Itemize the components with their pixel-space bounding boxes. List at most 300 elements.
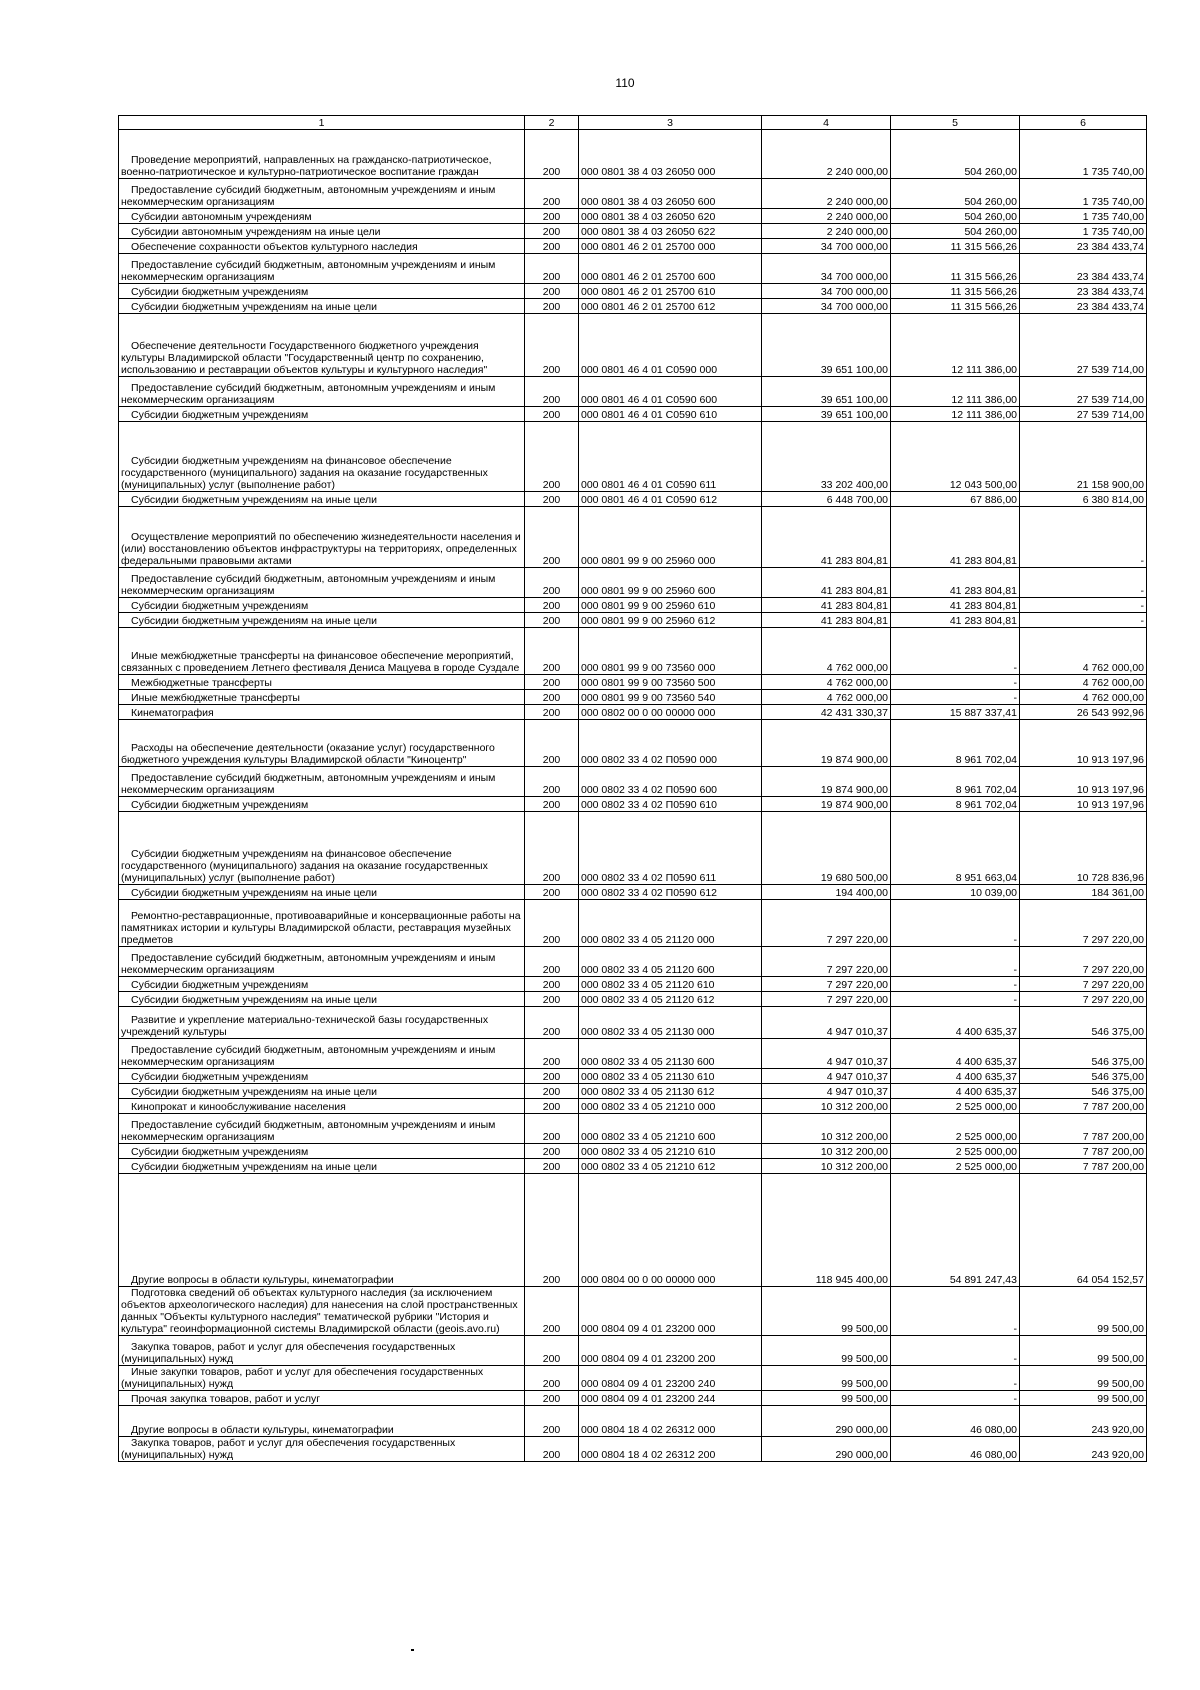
row-admin-code-cell: 200 [525, 1174, 579, 1287]
table-row [119, 1159, 1147, 1174]
row-executed-amount-cell: - [891, 675, 1020, 690]
row-name-cell [119, 947, 525, 977]
row-name-cell [119, 179, 525, 209]
row-executed-amount-cell: 11 315 566,26 [891, 299, 1020, 314]
row-name-text: Подготовка сведений об объектах культурного наследия (за исключением объектов археологического наследия) для нанесения на слой пространственных данных "Объекты культурного наследия" тематической рубрики "История и культура" геоинформационной системы Владимирской области (geois.avo.ru) [121, 1287, 518, 1335]
row-executed-amount-cell: 4 400 635,37 [891, 1007, 1020, 1039]
table-row [119, 690, 1147, 705]
row-approved-amount-cell: 41 283 804,81 [762, 598, 891, 613]
row-unexecuted-amount-cell: 10 913 197,96 [1020, 767, 1147, 797]
row-budget-code-cell: 000 0802 33 4 02 П0590 612 [579, 885, 762, 900]
row-admin-code-cell: 200 [525, 1406, 579, 1437]
row-budget-code-cell: 000 0804 18 4 02 26312 200 [579, 1437, 762, 1462]
table-row [119, 1287, 1147, 1336]
row-admin-code-cell: 200 [525, 690, 579, 705]
row-name-cell [119, 377, 525, 407]
row-name-text: Закупка товаров, работ и услуг для обеспечения государственных (муниципальных) нужд [121, 1437, 456, 1461]
row-budget-code-cell: 000 0801 38 4 03 26050 620 [579, 209, 762, 224]
row-approved-amount-cell: 39 651 100,00 [762, 407, 891, 422]
row-budget-code-cell: 000 0801 46 2 01 25700 610 [579, 284, 762, 299]
row-unexecuted-amount-cell: 23 384 433,74 [1020, 284, 1147, 299]
row-executed-amount-cell: 12 111 386,00 [891, 314, 1020, 377]
row-name-text: Осуществление мероприятий по обеспечению жизнедеятельности населения и (или) восстановлению объектов инфраструктуры на территориях, определенных федеральными правовыми актами [121, 531, 521, 567]
row-unexecuted-amount-cell: 546 375,00 [1020, 1007, 1147, 1039]
row-unexecuted-amount-cell: 99 500,00 [1020, 1336, 1147, 1366]
row-approved-amount-cell: 10 312 200,00 [762, 1099, 891, 1114]
row-unexecuted-amount-cell: 7 787 200,00 [1020, 1114, 1147, 1144]
row-budget-code-cell: 000 0801 99 9 00 25960 000 [579, 507, 762, 568]
row-unexecuted-amount-cell: 1 735 740,00 [1020, 130, 1147, 179]
row-admin-code-cell: 200 [525, 1287, 579, 1336]
row-budget-code-cell: 000 0801 46 2 01 25700 612 [579, 299, 762, 314]
row-name-text: Предоставление субсидий бюджетным, автономным учреждениям и иным некоммерческим организациям [121, 1119, 496, 1143]
row-executed-amount-cell: 2 525 000,00 [891, 1114, 1020, 1144]
row-unexecuted-amount-cell: 546 375,00 [1020, 1039, 1147, 1069]
row-budget-code-cell: 000 0802 33 4 05 21120 600 [579, 947, 762, 977]
table-row [119, 209, 1147, 224]
row-approved-amount-cell: 99 500,00 [762, 1391, 891, 1406]
row-admin-code-cell: 200 [525, 598, 579, 613]
row-admin-code-cell: 200 [525, 1099, 579, 1114]
header-row [119, 116, 1147, 130]
row-approved-amount-cell: 2 240 000,00 [762, 130, 891, 179]
row-approved-amount-cell: 2 240 000,00 [762, 179, 891, 209]
row-name-text: Предоставление субсидий бюджетным, автономным учреждениям и иным некоммерческим организациям [121, 259, 496, 283]
row-budget-code-cell: 000 0801 38 4 03 26050 622 [579, 224, 762, 239]
row-admin-code-cell: 200 [525, 1084, 579, 1099]
row-name-text: Субсидии бюджетным учреждениям [131, 1071, 309, 1083]
table-row [119, 1437, 1147, 1462]
row-approved-amount-cell: 33 202 400,00 [762, 422, 891, 492]
table-body [119, 130, 1147, 1462]
row-budget-code-cell: 000 0801 46 2 01 25700 600 [579, 254, 762, 284]
row-budget-code-cell: 000 0802 33 4 05 21130 000 [579, 1007, 762, 1039]
table-row [119, 1366, 1147, 1391]
row-admin-code-cell: 200 [525, 675, 579, 690]
row-executed-amount-cell: 2 525 000,00 [891, 1099, 1020, 1114]
row-name-cell [119, 598, 525, 613]
row-executed-amount-cell: 12 043 500,00 [891, 422, 1020, 492]
row-unexecuted-amount-cell: 99 500,00 [1020, 1366, 1147, 1391]
row-executed-amount-cell: 4 400 635,37 [891, 1069, 1020, 1084]
row-name-text: Другие вопросы в области культуры, кинематографии [131, 1424, 394, 1436]
row-name-text: Межбюджетные трансферты [131, 677, 272, 689]
row-budget-code-cell: 000 0802 33 4 02 П0590 611 [579, 812, 762, 885]
row-unexecuted-amount-cell: 23 384 433,74 [1020, 299, 1147, 314]
row-name-cell [119, 507, 525, 568]
row-admin-code-cell: 200 [525, 1007, 579, 1039]
table-row [119, 254, 1147, 284]
row-admin-code-cell: 200 [525, 628, 579, 675]
row-unexecuted-amount-cell: 27 539 714,00 [1020, 377, 1147, 407]
row-name-text: Субсидии бюджетным учреждениям [131, 600, 309, 612]
row-name-cell [119, 690, 525, 705]
row-name-cell [119, 1406, 525, 1437]
row-approved-amount-cell: 4 762 000,00 [762, 628, 891, 675]
row-admin-code-cell: 200 [525, 299, 579, 314]
row-approved-amount-cell: 7 297 220,00 [762, 977, 891, 992]
row-name-text: Прочая закупка товаров, работ и услуг [131, 1393, 321, 1405]
table-row [119, 284, 1147, 299]
row-unexecuted-amount-cell: - [1020, 598, 1147, 613]
row-admin-code-cell: 200 [525, 705, 579, 720]
table-row [119, 299, 1147, 314]
row-budget-code-cell: 000 0802 33 4 05 21120 612 [579, 992, 762, 1007]
column-header-3: 3 [579, 116, 762, 130]
row-admin-code-cell: 200 [525, 568, 579, 598]
row-budget-code-cell: 000 0804 18 4 02 26312 000 [579, 1406, 762, 1437]
row-executed-amount-cell: 54 891 247,43 [891, 1174, 1020, 1287]
row-admin-code-cell: 200 [525, 1366, 579, 1391]
row-approved-amount-cell: 10 312 200,00 [762, 1114, 891, 1144]
row-name-text: Субсидии бюджетным учреждениям [131, 799, 309, 811]
row-admin-code-cell: 200 [525, 422, 579, 492]
row-name-cell [119, 613, 525, 628]
table-row [119, 507, 1147, 568]
row-budget-code-cell: 000 0802 33 4 05 21130 612 [579, 1084, 762, 1099]
row-budget-code-cell: 000 0802 33 4 05 21120 610 [579, 977, 762, 992]
row-name-cell [119, 224, 525, 239]
row-approved-amount-cell: 41 283 804,81 [762, 613, 891, 628]
row-unexecuted-amount-cell: 27 539 714,00 [1020, 407, 1147, 422]
row-unexecuted-amount-cell: 23 384 433,74 [1020, 239, 1147, 254]
row-executed-amount-cell: - [891, 1336, 1020, 1366]
row-budget-code-cell: 000 0802 33 4 05 21130 610 [579, 1069, 762, 1084]
row-unexecuted-amount-cell: 7 787 200,00 [1020, 1099, 1147, 1114]
table-row [119, 705, 1147, 720]
table-row [119, 422, 1147, 492]
row-name-cell [119, 1114, 525, 1144]
table-row [119, 613, 1147, 628]
row-approved-amount-cell: 19 874 900,00 [762, 797, 891, 812]
row-name-cell [119, 1437, 525, 1462]
table-row [119, 239, 1147, 254]
row-admin-code-cell: 200 [525, 1039, 579, 1069]
row-name-text: Предоставление субсидий бюджетным, автономным учреждениям и иным некоммерческим организациям [121, 1044, 496, 1068]
row-executed-amount-cell: 41 283 804,81 [891, 598, 1020, 613]
row-name-cell [119, 705, 525, 720]
table-row [119, 797, 1147, 812]
row-budget-code-cell: 000 0804 09 4 01 23200 000 [579, 1287, 762, 1336]
row-admin-code-cell: 200 [525, 885, 579, 900]
row-approved-amount-cell: 34 700 000,00 [762, 299, 891, 314]
table-row [119, 1406, 1147, 1437]
row-approved-amount-cell: 4 947 010,37 [762, 1069, 891, 1084]
row-executed-amount-cell: 41 283 804,81 [891, 613, 1020, 628]
row-admin-code-cell: 200 [525, 767, 579, 797]
row-admin-code-cell: 200 [525, 179, 579, 209]
row-unexecuted-amount-cell: 1 735 740,00 [1020, 209, 1147, 224]
table-row [119, 675, 1147, 690]
row-admin-code-cell: 200 [525, 492, 579, 507]
row-name-cell [119, 422, 525, 492]
row-name-cell [119, 239, 525, 254]
row-name-text: Развитие и укрепление материально-технической базы государственных учреждений культуры [121, 1014, 489, 1038]
row-budget-code-cell: 000 0802 33 4 02 П0590 000 [579, 720, 762, 767]
row-admin-code-cell: 200 [525, 812, 579, 885]
row-approved-amount-cell: 39 651 100,00 [762, 377, 891, 407]
table-row [119, 720, 1147, 767]
row-admin-code-cell: 200 [525, 1437, 579, 1462]
row-approved-amount-cell: 290 000,00 [762, 1406, 891, 1437]
row-unexecuted-amount-cell: 1 735 740,00 [1020, 179, 1147, 209]
row-unexecuted-amount-cell: 7 787 200,00 [1020, 1159, 1147, 1174]
row-name-text: Субсидии автономным учреждениям на иные цели [131, 226, 381, 238]
row-name-text: Субсидии бюджетным учреждениям на иные цели [131, 615, 377, 627]
row-executed-amount-cell: 46 080,00 [891, 1437, 1020, 1462]
row-admin-code-cell: 200 [525, 947, 579, 977]
row-budget-code-cell: 000 0801 38 4 03 26050 000 [579, 130, 762, 179]
row-name-text: Субсидии бюджетным учреждениям [131, 409, 309, 421]
row-approved-amount-cell: 6 448 700,00 [762, 492, 891, 507]
row-approved-amount-cell: 99 500,00 [762, 1366, 891, 1391]
row-executed-amount-cell: - [891, 947, 1020, 977]
row-name-cell [119, 1099, 525, 1114]
row-name-text: Субсидии бюджетным учреждениям на иные цели [131, 887, 377, 899]
row-unexecuted-amount-cell: 4 762 000,00 [1020, 675, 1147, 690]
row-admin-code-cell: 200 [525, 254, 579, 284]
row-name-cell [119, 568, 525, 598]
row-executed-amount-cell: 8 961 702,04 [891, 767, 1020, 797]
row-name-text: Субсидии бюджетным учреждениям на иные цели [131, 494, 377, 506]
row-unexecuted-amount-cell: 6 380 814,00 [1020, 492, 1147, 507]
row-admin-code-cell: 200 [525, 130, 579, 179]
row-approved-amount-cell: 4 947 010,37 [762, 1007, 891, 1039]
row-name-text: Обеспечение сохранности объектов культурного наследия [131, 241, 418, 253]
table-row [119, 1084, 1147, 1099]
row-approved-amount-cell: 41 283 804,81 [762, 507, 891, 568]
row-budget-code-cell: 000 0801 99 9 00 73560 000 [579, 628, 762, 675]
row-name-text: Предоставление субсидий бюджетным, автономным учреждениям и иным некоммерческим организациям [121, 952, 496, 976]
row-admin-code-cell: 200 [525, 377, 579, 407]
table-row [119, 767, 1147, 797]
row-unexecuted-amount-cell: 243 920,00 [1020, 1437, 1147, 1462]
row-executed-amount-cell: 12 111 386,00 [891, 407, 1020, 422]
row-admin-code-cell: 200 [525, 1391, 579, 1406]
row-unexecuted-amount-cell: 7 297 220,00 [1020, 992, 1147, 1007]
table-row [119, 900, 1147, 947]
row-budget-code-cell: 000 0804 09 4 01 23200 200 [579, 1336, 762, 1366]
row-approved-amount-cell: 34 700 000,00 [762, 254, 891, 284]
row-name-text: Закупка товаров, работ и услуг для обеспечения государственных (муниципальных) нужд [121, 1341, 456, 1365]
row-approved-amount-cell: 42 431 330,37 [762, 705, 891, 720]
row-executed-amount-cell: - [891, 1366, 1020, 1391]
table-row [119, 1114, 1147, 1144]
row-approved-amount-cell: 19 680 500,00 [762, 812, 891, 885]
row-unexecuted-amount-cell: 10 913 197,96 [1020, 720, 1147, 767]
row-budget-code-cell: 000 0801 46 4 01 С0590 610 [579, 407, 762, 422]
row-executed-amount-cell: 15 887 337,41 [891, 705, 1020, 720]
row-name-cell [119, 1007, 525, 1039]
row-admin-code-cell: 200 [525, 977, 579, 992]
row-name-text: Проведение мероприятий, направленных на гражданско-патриотическое, военно-патриотическое и культурно-патриотическое воспитание граждан [121, 154, 492, 178]
page-number: 110 [615, 76, 635, 90]
row-admin-code-cell: 200 [525, 1144, 579, 1159]
table-row [119, 1391, 1147, 1406]
table-row [119, 992, 1147, 1007]
row-approved-amount-cell: 4 947 010,37 [762, 1084, 891, 1099]
row-unexecuted-amount-cell: 1 735 740,00 [1020, 224, 1147, 239]
row-unexecuted-amount-cell: 26 543 992,96 [1020, 705, 1147, 720]
column-header-2: 2 [525, 116, 579, 130]
row-executed-amount-cell: - [891, 992, 1020, 1007]
row-executed-amount-cell: 504 260,00 [891, 224, 1020, 239]
row-name-text: Субсидии бюджетным учреждениям на иные цели [131, 1161, 377, 1173]
row-admin-code-cell: 200 [525, 507, 579, 568]
row-approved-amount-cell: 34 700 000,00 [762, 284, 891, 299]
row-name-cell [119, 492, 525, 507]
row-admin-code-cell: 200 [525, 992, 579, 1007]
row-name-text: Иные закупки товаров, работ и услуг для обеспечения государственных (муниципальных) нужд [121, 1366, 484, 1390]
table-row [119, 179, 1147, 209]
row-executed-amount-cell: 504 260,00 [891, 130, 1020, 179]
row-name-cell [119, 1084, 525, 1099]
table-row [119, 598, 1147, 613]
row-executed-amount-cell: - [891, 900, 1020, 947]
row-admin-code-cell: 200 [525, 407, 579, 422]
table-row [119, 1099, 1147, 1114]
row-approved-amount-cell: 41 283 804,81 [762, 568, 891, 598]
row-admin-code-cell: 200 [525, 209, 579, 224]
row-approved-amount-cell: 7 297 220,00 [762, 947, 891, 977]
row-name-cell [119, 1174, 525, 1287]
row-name-text: Субсидии бюджетным учреждениям [131, 1146, 309, 1158]
table-row [119, 224, 1147, 239]
row-name-cell [119, 675, 525, 690]
row-budget-code-cell: 000 0801 46 4 01 С0590 612 [579, 492, 762, 507]
row-budget-code-cell: 000 0801 99 9 00 25960 612 [579, 613, 762, 628]
row-name-cell [119, 407, 525, 422]
table-row [119, 812, 1147, 885]
row-name-cell [119, 314, 525, 377]
row-budget-code-cell: 000 0801 46 4 01 С0590 611 [579, 422, 762, 492]
row-unexecuted-amount-cell: 10 728 836,96 [1020, 812, 1147, 885]
row-approved-amount-cell: 99 500,00 [762, 1287, 891, 1336]
row-approved-amount-cell: 7 297 220,00 [762, 992, 891, 1007]
row-unexecuted-amount-cell: - [1020, 613, 1147, 628]
row-name-text: Субсидии бюджетным учреждениям на иные цели [131, 994, 377, 1006]
row-budget-code-cell: 000 0802 33 4 05 21130 600 [579, 1039, 762, 1069]
row-name-text: Субсидии автономным учреждениям [131, 211, 312, 223]
row-unexecuted-amount-cell: 21 158 900,00 [1020, 422, 1147, 492]
row-budget-code-cell: 000 0801 46 4 01 С0590 600 [579, 377, 762, 407]
row-budget-code-cell: 000 0802 33 4 02 П0590 610 [579, 797, 762, 812]
row-unexecuted-amount-cell: 7 297 220,00 [1020, 900, 1147, 947]
row-unexecuted-amount-cell: 7 297 220,00 [1020, 977, 1147, 992]
column-header-6: 6 [1020, 116, 1147, 130]
row-name-cell [119, 1336, 525, 1366]
row-unexecuted-amount-cell: 64 054 152,57 [1020, 1174, 1147, 1287]
row-admin-code-cell: 200 [525, 1336, 579, 1366]
row-executed-amount-cell: 11 315 566,26 [891, 239, 1020, 254]
row-approved-amount-cell: 99 500,00 [762, 1336, 891, 1366]
table-row [119, 977, 1147, 992]
column-header-1: 1 [119, 116, 525, 130]
row-budget-code-cell: 000 0804 09 4 01 23200 244 [579, 1391, 762, 1406]
row-admin-code-cell: 200 [525, 900, 579, 947]
row-executed-amount-cell: - [891, 690, 1020, 705]
row-name-cell [119, 767, 525, 797]
row-executed-amount-cell: 4 400 635,37 [891, 1084, 1020, 1099]
row-name-cell [119, 797, 525, 812]
table-row [119, 1144, 1147, 1159]
row-approved-amount-cell: 7 297 220,00 [762, 900, 891, 947]
row-budget-code-cell: 000 0804 00 0 00 00000 000 [579, 1174, 762, 1287]
row-unexecuted-amount-cell: 99 500,00 [1020, 1391, 1147, 1406]
row-approved-amount-cell: 19 874 900,00 [762, 720, 891, 767]
row-budget-code-cell: 000 0801 38 4 03 26050 600 [579, 179, 762, 209]
row-executed-amount-cell: 504 260,00 [891, 209, 1020, 224]
row-executed-amount-cell: 10 039,00 [891, 885, 1020, 900]
row-budget-code-cell: 000 0801 46 4 01 С0590 000 [579, 314, 762, 377]
column-header-4: 4 [762, 116, 891, 130]
row-name-text: Обеспечение деятельности Государственного бюджетного учреждения культуры Владимирской области "Государственный центр по сохранению, использованию и реставрации объектов культуры и культурного наследия" [121, 340, 488, 376]
row-name-cell [119, 1287, 525, 1336]
row-name-cell [119, 900, 525, 947]
row-unexecuted-amount-cell: - [1020, 507, 1147, 568]
row-name-cell [119, 812, 525, 885]
row-budget-code-cell: 000 0801 99 9 00 73560 500 [579, 675, 762, 690]
row-unexecuted-amount-cell: 27 539 714,00 [1020, 314, 1147, 377]
row-name-text: Кинопрокат и кинообслуживание населения [131, 1101, 346, 1113]
row-approved-amount-cell: 118 945 400,00 [762, 1174, 891, 1287]
row-budget-code-cell: 000 0801 99 9 00 25960 600 [579, 568, 762, 598]
row-unexecuted-amount-cell: 546 375,00 [1020, 1084, 1147, 1099]
row-approved-amount-cell: 4 762 000,00 [762, 690, 891, 705]
row-name-text: Иные межбюджетные трансферты [131, 692, 300, 704]
row-executed-amount-cell: 8 961 702,04 [891, 720, 1020, 767]
row-budget-code-cell: 000 0801 46 2 01 25700 000 [579, 239, 762, 254]
row-unexecuted-amount-cell: 4 762 000,00 [1020, 628, 1147, 675]
row-admin-code-cell: 200 [525, 224, 579, 239]
row-approved-amount-cell: 290 000,00 [762, 1437, 891, 1462]
row-executed-amount-cell: - [891, 1287, 1020, 1336]
row-name-cell [119, 130, 525, 179]
row-name-cell [119, 1366, 525, 1391]
row-approved-amount-cell: 194 400,00 [762, 885, 891, 900]
row-name-cell [119, 209, 525, 224]
row-executed-amount-cell: 46 080,00 [891, 1406, 1020, 1437]
row-unexecuted-amount-cell: 10 913 197,96 [1020, 797, 1147, 812]
row-budget-code-cell: 000 0802 33 4 05 21210 600 [579, 1114, 762, 1144]
table-row [119, 407, 1147, 422]
row-admin-code-cell: 200 [525, 613, 579, 628]
row-name-text: Предоставление субсидий бюджетным, автономным учреждениям и иным некоммерческим организациям [121, 382, 496, 406]
row-budget-code-cell: 000 0802 33 4 05 21210 000 [579, 1099, 762, 1114]
row-admin-code-cell: 200 [525, 1114, 579, 1144]
row-name-cell [119, 992, 525, 1007]
row-unexecuted-amount-cell: 184 361,00 [1020, 885, 1147, 900]
row-name-text: Иные межбюджетные трансферты на финансовое обеспечение мероприятий, связанных с проведением Летнего фестиваля Дениса Мацуева в городе Суздале [121, 650, 520, 674]
row-name-text: Субсидии бюджетным учреждениям на финансовое обеспечение государственного (муниципального) задания на оказание государственных (муниципальных) услуг (выполнение работ) [121, 848, 488, 884]
row-name-cell [119, 628, 525, 675]
row-approved-amount-cell: 10 312 200,00 [762, 1159, 891, 1174]
row-name-cell [119, 1069, 525, 1084]
row-executed-amount-cell: 2 525 000,00 [891, 1159, 1020, 1174]
table-row [119, 568, 1147, 598]
row-executed-amount-cell: 504 260,00 [891, 179, 1020, 209]
table-row [119, 492, 1147, 507]
row-name-cell [119, 1391, 525, 1406]
row-unexecuted-amount-cell: - [1020, 568, 1147, 598]
row-admin-code-cell: 200 [525, 797, 579, 812]
row-admin-code-cell: 200 [525, 1069, 579, 1084]
row-executed-amount-cell: 8 961 702,04 [891, 797, 1020, 812]
row-name-text: Другие вопросы в области культуры, кинематографии [131, 1274, 394, 1286]
table-row [119, 947, 1147, 977]
row-admin-code-cell: 200 [525, 314, 579, 377]
row-approved-amount-cell: 10 312 200,00 [762, 1144, 891, 1159]
